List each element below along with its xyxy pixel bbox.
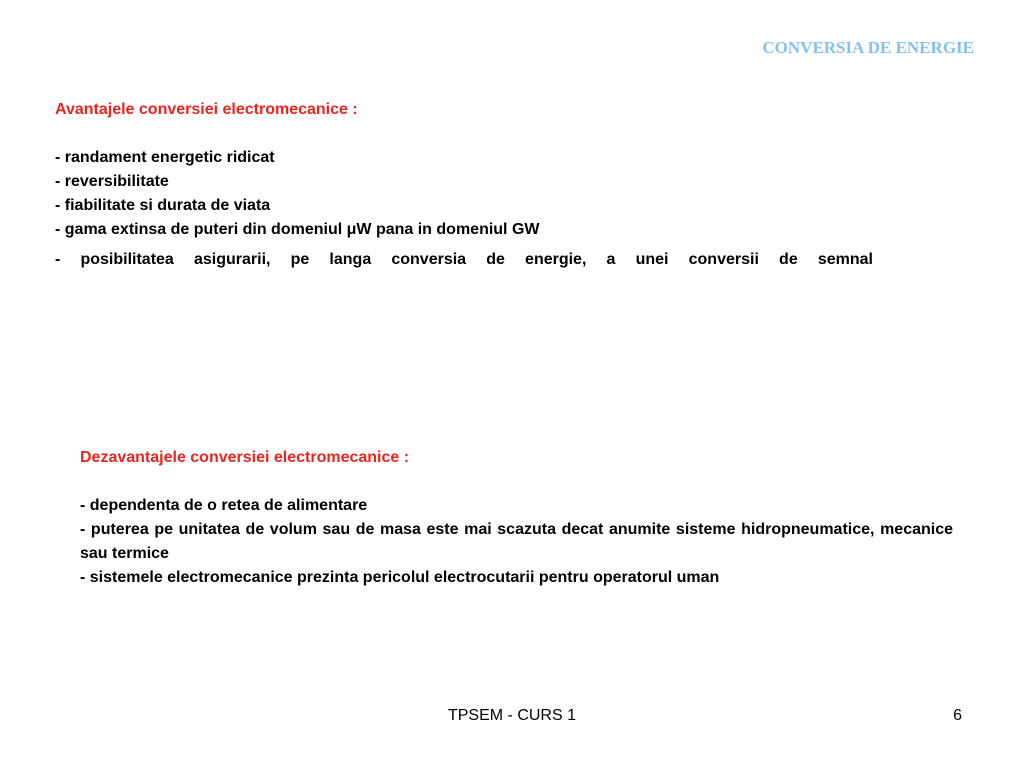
slide-header-title: CONVERSIA DE ENERGIE <box>762 38 974 57</box>
disadvantage-item: - sistemele electromecanice prezinta pericolul electrocutarii pentru operatorul uman <box>80 569 720 586</box>
disadvantages-heading: Dezavantajele conversiei electromecanice : <box>80 449 410 466</box>
advantages-section <box>55 98 873 272</box>
advantage-item: - posibilitatea asigurarii, pe langa conversia de energie, a unei conversii de semnal <box>55 251 873 268</box>
disadvantage-item: - puterea pe unitatea de volum sau de masa este mai scazuta decat anumite sisteme hidropneumatice, mecanice sau termice <box>80 521 953 562</box>
advantage-item: - reversibilitate <box>55 173 169 190</box>
disadvantages-section <box>80 446 953 590</box>
advantage-item: - gama extinsa de puteri din domeniul μW pana in domeniul GW <box>55 221 540 238</box>
disadvantage-item: - dependenta de o retea de alimentare <box>80 497 368 514</box>
advantage-item: - fiabilitate si durata de viata <box>55 197 271 214</box>
advantages-heading: Avantajele conversiei electromecanice : <box>55 101 358 118</box>
advantage-item: - randament energetic ridicat <box>55 149 275 166</box>
footer-course-label: TPSEM - CURS 1 <box>447 707 576 724</box>
slide-page-number: 6 <box>953 707 962 724</box>
